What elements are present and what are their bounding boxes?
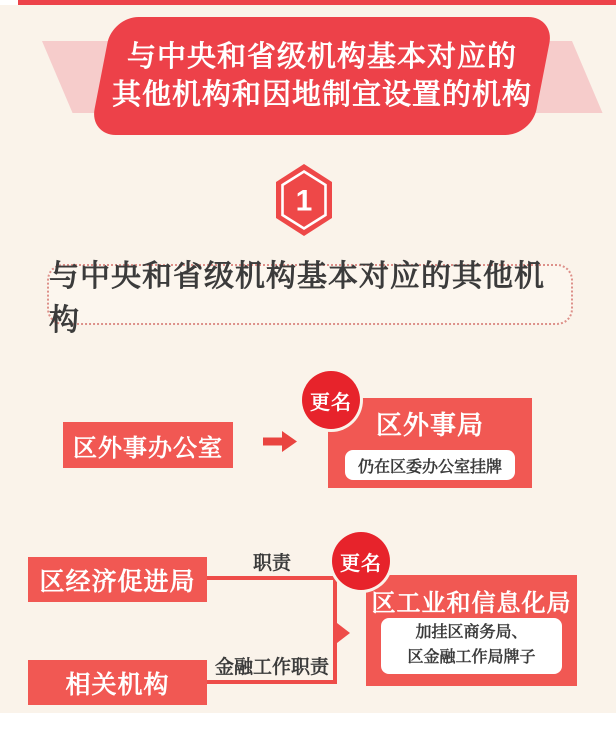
flow2-source2-box	[28, 660, 207, 705]
section-title-box	[47, 259, 573, 337]
section-number: 1	[295, 184, 313, 218]
flow1-note-text: 仍在区委办公室挂牌	[357, 458, 502, 476]
flow2-connector-bottom-line	[207, 680, 337, 684]
flow2-source2-label: 相关机构	[65, 670, 170, 699]
flow2-source1-box	[28, 557, 207, 602]
flow1-source-box	[63, 422, 233, 468]
section-title: 与中央和省级机构基本对应的其他机构	[49, 259, 545, 337]
flow2-target-note	[381, 618, 562, 674]
flow1-rename-label: 更名	[310, 391, 352, 414]
flow2-source1-label: 区经济促进局	[39, 567, 196, 596]
right-arrow-icon	[263, 430, 297, 453]
page-title-line1: 与中央和省级机构基本对应的	[126, 40, 517, 73]
flow2-target-label: 区工业和信息化局	[371, 590, 572, 617]
flow2-note-line2: 区金融工作局牌子	[407, 649, 536, 666]
page-title	[101, 17, 543, 135]
page-title-line2: 其他机构和因地制宜设置的机构	[111, 79, 532, 111]
flow1-target-label: 区外事局	[375, 410, 484, 440]
flow2-connector-arrowhead-icon	[337, 623, 350, 643]
flow2-rename-label: 更名	[340, 552, 382, 575]
flow1-target-box	[328, 398, 532, 488]
flow2-duty-label: 职责	[252, 553, 291, 574]
section-number-hexagon-icon	[275, 163, 333, 237]
top-accent-bar	[18, 0, 616, 5]
flow2-rename-badge	[332, 532, 390, 590]
flow2-finance-label: 金融工作职责	[214, 657, 329, 678]
flow1-target-note	[345, 450, 515, 480]
flow2-note-line1: 加挂区商务局、	[415, 624, 528, 642]
flow1-rename-badge	[302, 371, 360, 429]
flow1-source-label: 区外事办公室	[73, 434, 223, 462]
flow2-connector-top-line	[207, 576, 337, 580]
flow2-target-box	[366, 575, 577, 686]
